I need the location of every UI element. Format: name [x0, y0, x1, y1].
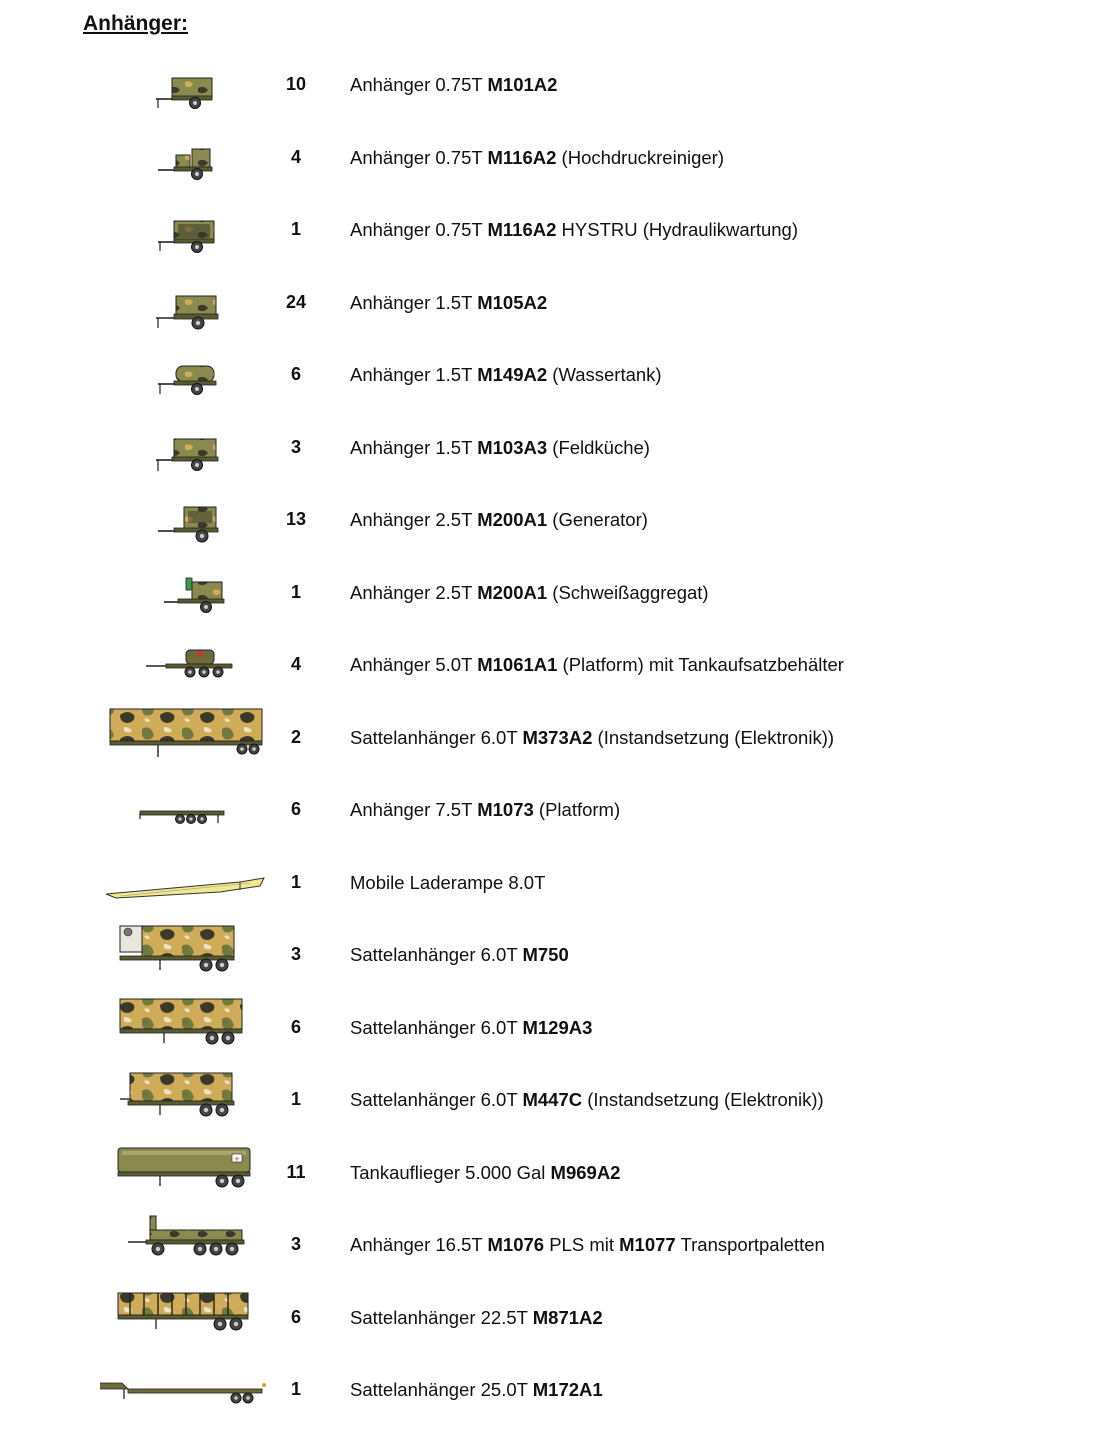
list-item	[0, 266, 1116, 339]
item-description: Anhänger 5.0T M1061A1 (Platform) mit Tankaufsatzbehälter	[350, 654, 844, 675]
model-number: M172A1	[532, 1379, 603, 1400]
item-description: Anhänger 0.75T M116A2 (Hochdruckreiniger)	[350, 146, 724, 168]
quantity: 1	[290, 1089, 301, 1109]
model-number: M1073	[477, 799, 534, 820]
model-number: M129A3	[522, 1016, 593, 1038]
quantity: 1	[290, 219, 301, 239]
page-title: Anhänger:	[83, 12, 188, 35]
list-item	[0, 701, 1116, 774]
semitrailer-m129-icon	[100, 991, 270, 1063]
item-description: Tankauflieger 5.000 Gal M969A2	[350, 1161, 621, 1183]
list-item	[0, 1208, 1116, 1281]
pressure-washer-trailer-icon	[100, 121, 270, 193]
svg-text:+: +	[234, 1154, 240, 1163]
quantity: 1	[290, 1379, 301, 1399]
van-semitrailer-icon	[100, 701, 270, 773]
model-number: M116A2	[487, 146, 557, 168]
pls-trailer-icon	[100, 1208, 270, 1280]
model-number: M1061A1	[477, 654, 558, 675]
model-number: M149A2	[477, 364, 548, 385]
item-description: Sattelanhänger 6.0T M750	[350, 944, 569, 965]
item-description: Sattelanhänger 25.0T M172A1	[350, 1379, 603, 1400]
quantity: 6	[290, 1016, 301, 1037]
small-cargo-trailer-icon	[100, 48, 270, 120]
item-description: Anhänger 1.5T M105A2	[350, 291, 548, 313]
list-item	[0, 193, 1116, 266]
flatbed-trailer-icon	[100, 773, 270, 845]
quantity: 6	[290, 1306, 301, 1327]
list-item	[0, 121, 1116, 194]
model-number: M200A1	[477, 581, 548, 603]
model-number: M1077	[619, 1234, 676, 1255]
hydraulic-trailer-icon	[100, 193, 270, 265]
quantity: 2	[290, 726, 301, 747]
item-description: Sattelanhänger 22.5T M871A2	[350, 1306, 603, 1328]
model-number: M101A2	[487, 74, 558, 95]
list-item	[0, 1136, 1116, 1209]
list-item	[0, 1281, 1116, 1354]
model-number: M200A1	[477, 509, 548, 530]
generator-trailer-icon	[100, 483, 270, 555]
list-item	[0, 991, 1116, 1064]
semitrailer-m750-icon	[100, 918, 270, 990]
quantity: 3	[290, 944, 301, 964]
item-description: Anhänger 7.5T M1073 (Platform)	[350, 799, 621, 820]
cargo-trailer-icon	[100, 266, 270, 338]
quantity: 3	[290, 436, 301, 457]
model-number: M105A2	[477, 291, 548, 313]
semitrailer-m447-icon	[100, 1063, 270, 1135]
trailer-list	[0, 48, 1116, 1426]
quantity: 3	[290, 1234, 301, 1254]
quantity: 4	[290, 146, 301, 167]
item-description: Mobile Laderampe 8.0T	[350, 871, 546, 893]
item-description: Anhänger 16.5T M1076 PLS mit M1077 Transportpaletten	[350, 1234, 825, 1255]
stake-semitrailer-icon	[100, 1281, 270, 1353]
list-item	[0, 773, 1116, 846]
quantity: 4	[290, 654, 301, 674]
list-item	[0, 483, 1116, 556]
model-number: M871A2	[532, 1306, 603, 1328]
list-item	[0, 1063, 1116, 1136]
platform-tank-trailer-icon	[100, 628, 270, 700]
list-item	[0, 628, 1116, 701]
model-number: M447C	[522, 1089, 583, 1110]
item-description: Sattelanhänger 6.0T M129A3	[350, 1016, 593, 1038]
item-description: Anhänger 1.5T M149A2 (Wassertank)	[350, 364, 662, 385]
model-number: M373A2	[522, 726, 593, 748]
quantity: 13	[285, 509, 307, 529]
quantity: 1	[290, 581, 301, 602]
quantity: 10	[285, 74, 307, 94]
item-description: Anhänger 0.75T M116A2 HYSTRU (Hydraulikwartung)	[350, 219, 798, 240]
list-item	[0, 48, 1116, 121]
quantity: 6	[290, 364, 301, 384]
quantity: 6	[290, 799, 301, 819]
lowbed-semitrailer-icon	[100, 1353, 270, 1425]
item-description: Sattelanhänger 6.0T M373A2 (Instandsetzung (Elektronik))	[350, 726, 835, 748]
list-item	[0, 918, 1116, 991]
model-number: M1076	[487, 1234, 545, 1255]
quantity: 1	[290, 871, 301, 892]
model-number: M750	[522, 944, 569, 965]
list-item	[0, 846, 1116, 919]
item-description: Anhänger 2.5T M200A1 (Schweißaggregat)	[350, 581, 709, 603]
model-number: M969A2	[550, 1161, 621, 1183]
item-description: Anhänger 1.5T M103A3 (Feldküche)	[350, 436, 650, 458]
fuel-tanker-icon	[100, 1136, 270, 1208]
item-description: Sattelanhänger 6.0T M447C (Instandsetzung (Elektronik))	[350, 1089, 824, 1110]
model-number: M103A3	[477, 436, 548, 458]
model-number: M116A2	[487, 219, 557, 240]
welder-trailer-icon	[100, 556, 270, 628]
quantity: 24	[285, 291, 307, 312]
loading-ramp-icon	[100, 846, 270, 918]
list-item	[0, 338, 1116, 411]
quantity: 11	[286, 1161, 306, 1182]
list-item	[0, 556, 1116, 629]
item-description: Anhänger 0.75T M101A2	[350, 74, 558, 95]
list-item	[0, 1353, 1116, 1426]
field-kitchen-trailer-icon	[100, 411, 270, 483]
water-tank-trailer-icon	[100, 338, 270, 410]
item-description: Anhänger 2.5T M200A1 (Generator)	[350, 509, 648, 530]
list-item	[0, 411, 1116, 484]
